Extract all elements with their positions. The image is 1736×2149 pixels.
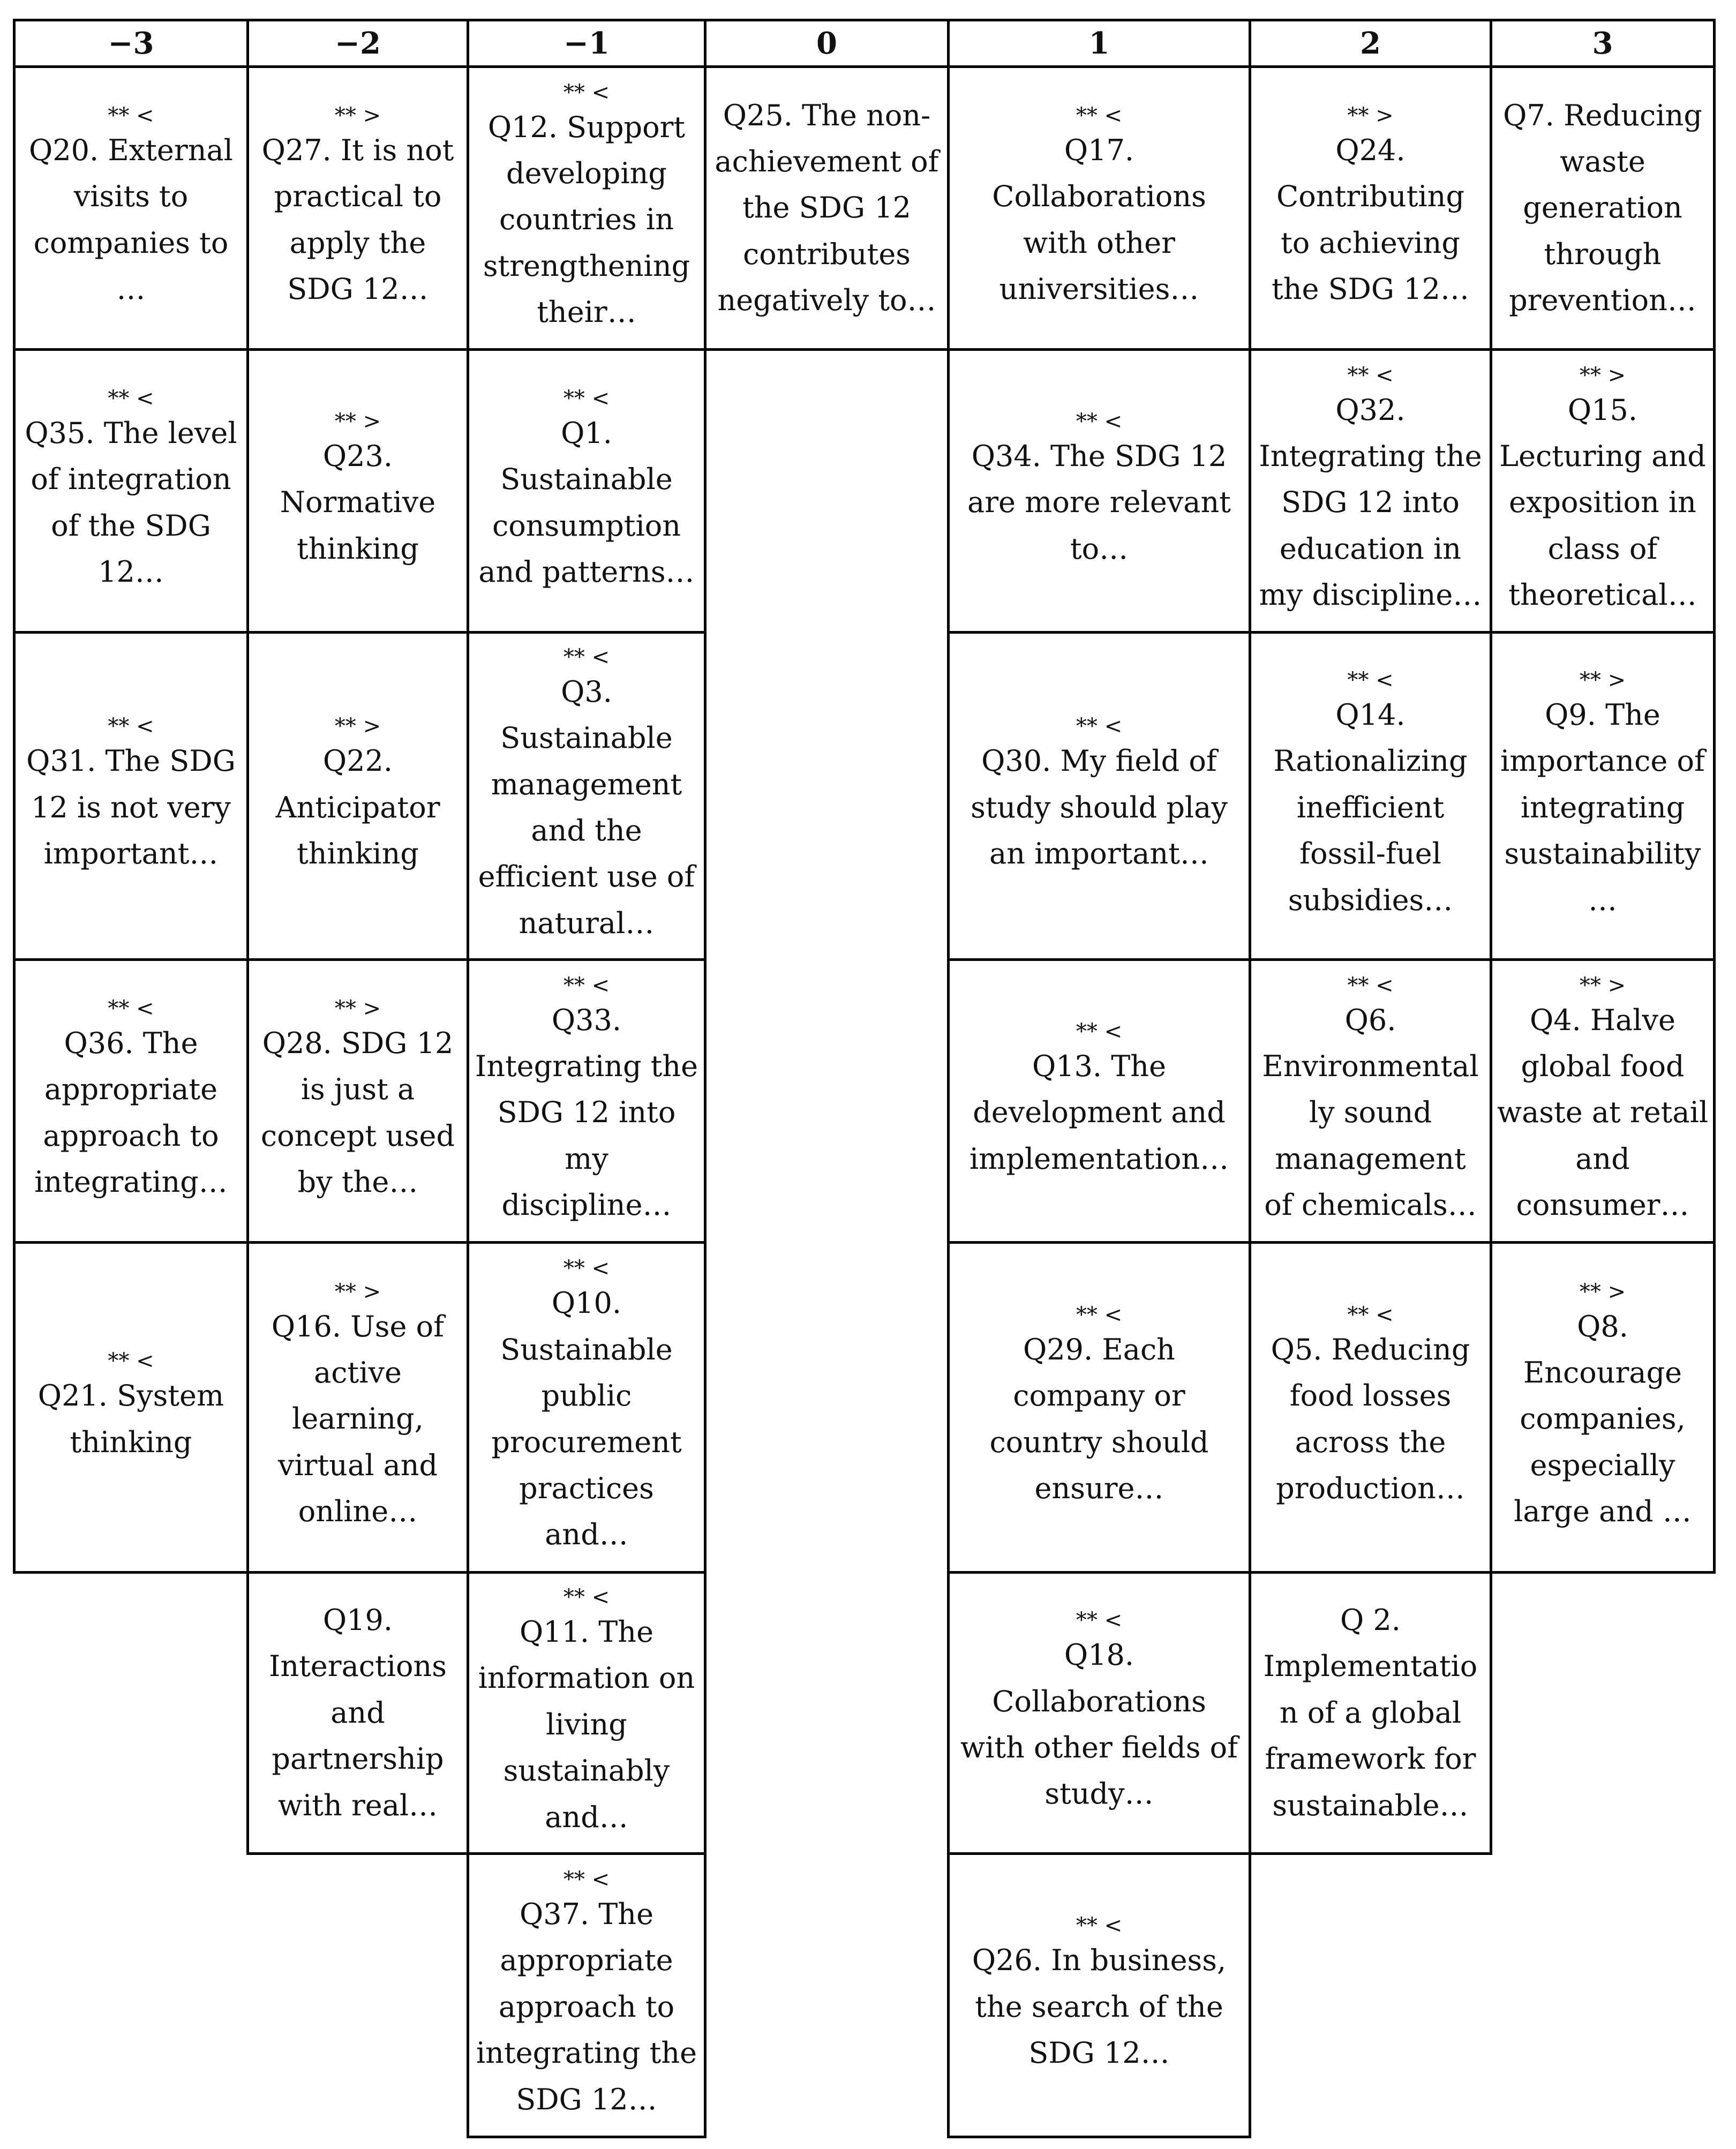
significance-marker: ** < xyxy=(1347,668,1394,693)
statement-text: Q21. System thinking xyxy=(37,1379,224,1459)
statement-text: Q12. Support developing countries in strengthening their… xyxy=(483,110,690,329)
statement-card xyxy=(246,1571,469,1855)
statement-text: Q 2. Implementatio n of a global framework for sustainable… xyxy=(1263,1603,1478,1822)
statement-card xyxy=(1490,958,1716,1244)
statement-card xyxy=(1490,1241,1716,1574)
significance-marker: ** < xyxy=(563,973,610,998)
statement-card xyxy=(467,65,707,351)
statement-card xyxy=(13,65,249,351)
statement-text: Q24. Contributing to achieving the SDG 12… xyxy=(1272,133,1469,306)
statement-text: Q31. The SDG 12 is not very important… xyxy=(26,744,236,871)
statement-card xyxy=(1249,958,1492,1244)
statement-card xyxy=(467,1571,707,1855)
significance-marker: ** > xyxy=(334,996,381,1021)
statement-card xyxy=(1490,65,1716,351)
statement-text: Q1. Sustainable consumption and patterns… xyxy=(478,416,695,589)
significance-marker: ** < xyxy=(563,1256,610,1281)
significance-marker: ** < xyxy=(1076,103,1123,128)
statement-text: Q10. Sustainable public procurement practices and… xyxy=(491,1286,682,1552)
statement-card xyxy=(947,958,1251,1244)
statement-card xyxy=(1249,1241,1492,1574)
significance-marker: ** < xyxy=(1076,1302,1123,1327)
statement-card xyxy=(947,1571,1251,1855)
statement-card xyxy=(947,1852,1251,2138)
statement-text: Q14. Rationalizing inefficient fossil-fuel subsidies… xyxy=(1273,698,1468,917)
significance-marker: ** > xyxy=(334,409,381,434)
significance-marker: ** > xyxy=(334,1279,381,1304)
statement-card xyxy=(947,348,1251,634)
significance-marker: ** < xyxy=(563,1585,610,1610)
statement-card xyxy=(467,958,707,1244)
statement-text: Q22. Anticipator thinking xyxy=(275,744,440,871)
significance-marker: ** > xyxy=(1347,103,1394,128)
column-header: −1 xyxy=(467,19,707,68)
statement-text: Q5. Reducing food losses across the production… xyxy=(1271,1332,1470,1505)
statement-text: Q36. The appropriate approach to integrating… xyxy=(34,1026,228,1199)
significance-marker: ** < xyxy=(563,386,610,411)
statement-text: Q25. The non- achievement of the SDG 12 contributes negatively to… xyxy=(715,98,939,318)
significance-marker: ** < xyxy=(1076,409,1123,434)
column-header: 2 xyxy=(1249,19,1492,68)
statement-text: Q8. Encourage companies, especially large and … xyxy=(1514,1309,1692,1529)
statement-text: Q9. The importance of integrating sustainability … xyxy=(1500,698,1705,917)
statement-card xyxy=(13,348,249,634)
statement-card xyxy=(1249,65,1492,351)
significance-marker: ** > xyxy=(1579,1279,1626,1304)
significance-marker: ** < xyxy=(1347,363,1394,388)
statement-text: Q20. External visits to companies to … xyxy=(29,133,233,306)
statement-card xyxy=(246,348,469,634)
statement-text: Q15. Lecturing and exposition in class of theoretical… xyxy=(1499,393,1706,612)
significance-marker: ** < xyxy=(1076,1019,1123,1044)
significance-marker: ** < xyxy=(1076,1913,1123,1938)
statement-text: Q23. Normative thinking xyxy=(280,439,436,566)
significance-marker: ** < xyxy=(1076,714,1123,739)
statement-card xyxy=(13,958,249,1244)
statement-text: Q16. Use of active learning, virtual and online… xyxy=(271,1309,445,1529)
statement-text: Q13. The development and implementation… xyxy=(969,1049,1229,1176)
statement-card xyxy=(246,958,469,1244)
statement-card xyxy=(704,65,950,351)
statement-text: Q11. The information on living sustainably and… xyxy=(478,1615,695,1834)
statement-text: Q37. The appropriate approach to integrating the SDG 12… xyxy=(476,1897,697,2116)
column-header: 1 xyxy=(947,19,1251,68)
statement-card xyxy=(13,1241,249,1574)
significance-marker: ** < xyxy=(1347,973,1394,998)
statement-card xyxy=(1490,631,1716,961)
statement-card xyxy=(1249,631,1492,961)
significance-marker: ** > xyxy=(334,103,381,128)
statement-text: Q27. It is not practical to apply the SDG 12… xyxy=(261,133,454,306)
statement-card xyxy=(947,1241,1251,1574)
significance-marker: ** < xyxy=(563,1867,610,1892)
significance-marker: ** < xyxy=(108,386,154,411)
statement-card xyxy=(1249,348,1492,634)
statement-text: Q30. My field of study should play an important… xyxy=(971,744,1228,871)
statement-card xyxy=(467,631,707,961)
statement-card xyxy=(246,65,469,351)
significance-marker: ** > xyxy=(1579,363,1626,388)
statement-card xyxy=(467,348,707,634)
significance-marker: ** < xyxy=(108,714,154,739)
statement-card xyxy=(467,1241,707,1574)
significance-marker: ** < xyxy=(563,80,610,105)
statement-text: Q26. In business, the search of the SDG 12… xyxy=(972,1943,1227,2070)
statement-card xyxy=(1249,1571,1492,1855)
significance-marker: ** < xyxy=(1076,1608,1123,1633)
column-header: −3 xyxy=(13,19,249,68)
significance-marker: ** < xyxy=(108,996,154,1021)
statement-card xyxy=(13,631,249,961)
column-header: 0 xyxy=(704,19,950,68)
significance-marker: ** > xyxy=(334,714,381,739)
statement-card xyxy=(1490,348,1716,634)
statement-text: Q28. SDG 12 is just a concept used by the… xyxy=(260,1026,455,1199)
significance-marker: ** < xyxy=(108,103,154,128)
statement-text: Q17. Collaborations with other universities… xyxy=(992,133,1206,306)
statement-text: Q18. Collaborations with other fields of study… xyxy=(960,1638,1238,1811)
statement-text: Q32. Integrating the SDG 12 into education in my discipline… xyxy=(1259,393,1482,612)
statement-text: Q33. Integrating the SDG 12 into my discipline… xyxy=(475,1003,698,1222)
statement-text: Q19. Interactions and partnership with real… xyxy=(269,1603,447,1822)
statement-card xyxy=(947,631,1251,961)
statement-text: Q29. Each company or country should ensure… xyxy=(989,1332,1209,1505)
column-header: −2 xyxy=(246,19,469,68)
statement-text: Q4. Halve global food waste at retail and consumer… xyxy=(1497,1003,1709,1222)
significance-marker: ** < xyxy=(563,644,610,670)
significance-marker: ** > xyxy=(1579,668,1626,693)
significance-marker: ** > xyxy=(1579,973,1626,998)
statement-text: Q7. Reducing waste generation through prevention… xyxy=(1503,98,1702,318)
statement-card xyxy=(467,1852,707,2138)
statement-text: Q35. The level of integration of the SDG 12… xyxy=(25,416,237,589)
significance-marker: ** < xyxy=(108,1349,154,1374)
statement-text: Q34. The SDG 12 are more relevant to… xyxy=(967,439,1231,566)
column-header: 3 xyxy=(1490,19,1716,68)
statement-card xyxy=(246,631,469,961)
statement-text: Q6. Environmental ly sound management of chemicals… xyxy=(1262,1003,1479,1222)
statement-text: Q3. Sustainable management and the efficient use of natural… xyxy=(478,674,695,940)
statement-card xyxy=(947,65,1251,351)
significance-marker: ** < xyxy=(1347,1302,1394,1327)
statement-card xyxy=(246,1241,469,1574)
